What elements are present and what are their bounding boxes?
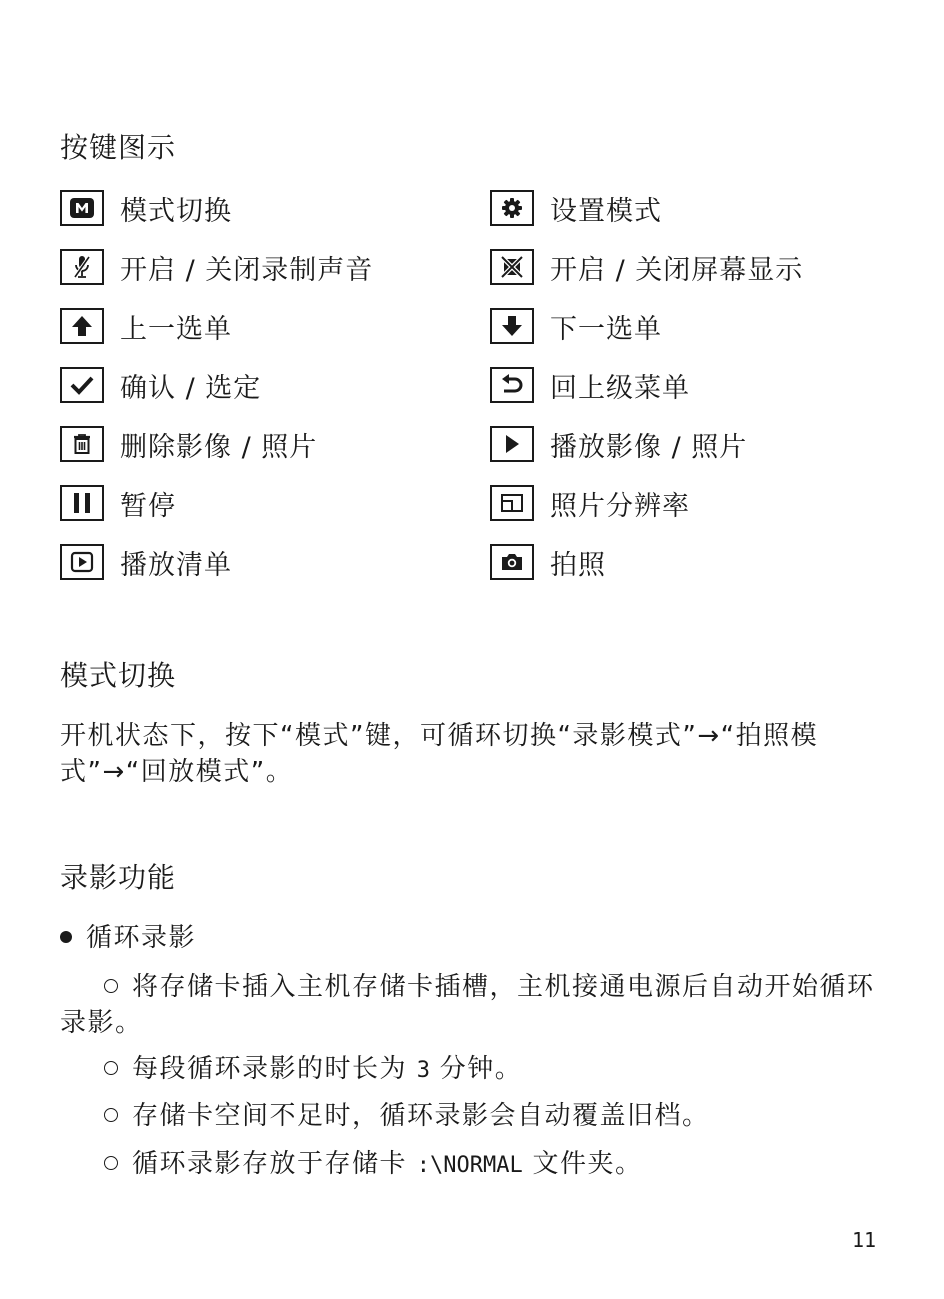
key-label: 开启 / 关闭录制声音 bbox=[120, 254, 374, 286]
trash-icon bbox=[60, 426, 104, 462]
key-item bbox=[60, 306, 232, 346]
key-item bbox=[490, 188, 662, 228]
sub-item-length bbox=[60, 1051, 890, 1089]
key-item bbox=[490, 365, 690, 405]
key-item bbox=[490, 247, 803, 287]
key-row bbox=[60, 188, 900, 228]
key-label: 拍照 bbox=[550, 549, 606, 581]
recording-heading: 录影功能 bbox=[60, 861, 177, 894]
arrow-up-icon bbox=[60, 308, 104, 344]
mode-switch-heading: 模式切换 bbox=[60, 659, 177, 692]
key-label: 确认 / 选定 bbox=[120, 372, 262, 404]
key-row bbox=[60, 247, 900, 287]
key-item bbox=[490, 424, 747, 464]
key-label: 播放清单 bbox=[120, 549, 232, 581]
key-label: 设置模式 bbox=[550, 195, 662, 227]
mode-switch-body: 开机状态下，按下“模式”键，可循环切换“录影模式”→“拍照模式”→“回放模式”。 bbox=[60, 721, 819, 787]
sub-bullet-circle bbox=[104, 1156, 118, 1170]
key-label: 删除影像 / 照片 bbox=[120, 431, 318, 463]
pause-icon bbox=[60, 485, 104, 521]
key-label: 下一选单 bbox=[550, 313, 662, 345]
sub-item-text: 将存储卡插入主机存储卡插槽，主机接通电源后自动开始循环录影。 bbox=[60, 972, 875, 1038]
sub-item-text: 存储卡空间不足时，循环录影会自动覆盖旧档。 bbox=[132, 1101, 710, 1131]
key-row bbox=[60, 365, 900, 405]
resolution-icon bbox=[490, 485, 534, 521]
sub-item-number: 3 bbox=[416, 1058, 431, 1083]
page-number: 11 bbox=[852, 1228, 877, 1252]
key-label: 播放影像 / 照片 bbox=[550, 431, 748, 463]
key-label: 暂停 bbox=[120, 490, 176, 522]
sub-bullet-circle bbox=[104, 1108, 118, 1122]
key-label: 回上级菜单 bbox=[550, 372, 690, 404]
check-icon bbox=[60, 367, 104, 403]
sub-item-text: 分钟。 bbox=[430, 1054, 523, 1084]
screen-off-icon bbox=[490, 249, 534, 285]
sub-bullet-circle bbox=[104, 979, 118, 993]
key-item bbox=[490, 483, 690, 523]
key-item bbox=[60, 542, 232, 582]
key-row bbox=[60, 424, 900, 464]
key-item bbox=[60, 188, 232, 228]
key-item bbox=[60, 365, 261, 405]
bullet-loop-recording bbox=[60, 921, 196, 955]
key-icons-heading: 按键图示 bbox=[60, 131, 177, 164]
sub-item-text: 文件夹。 bbox=[522, 1149, 643, 1179]
key-item bbox=[60, 247, 373, 287]
key-row bbox=[60, 306, 900, 346]
gear-icon bbox=[490, 190, 534, 226]
key-item bbox=[60, 483, 176, 523]
sub-item-text: 每段循环录影的时长为 bbox=[132, 1054, 417, 1084]
sub-bullet-circle bbox=[104, 1061, 118, 1075]
bullet-label: 循环录影 bbox=[86, 923, 197, 953]
camera-icon bbox=[490, 544, 534, 580]
folder-path: :\NORMAL bbox=[416, 1153, 523, 1178]
key-row bbox=[60, 542, 900, 582]
sub-item-text: 循环录影存放于存储卡 bbox=[132, 1149, 417, 1179]
sub-item-path bbox=[60, 1146, 890, 1184]
sub-item-overwrite bbox=[60, 1098, 890, 1134]
key-label: 开启 / 关闭屏幕显示 bbox=[550, 254, 804, 286]
key-item bbox=[490, 306, 662, 346]
arrow-down-icon bbox=[490, 308, 534, 344]
sub-item-insert bbox=[60, 969, 890, 1041]
key-label: 照片分辨率 bbox=[550, 490, 690, 522]
mode-m-icon bbox=[60, 190, 104, 226]
key-row bbox=[60, 483, 900, 523]
mic-mute-icon bbox=[60, 249, 104, 285]
bullet-dot bbox=[60, 931, 72, 943]
play-icon bbox=[490, 426, 534, 462]
playlist-icon bbox=[60, 544, 104, 580]
key-label: 模式切换 bbox=[120, 195, 232, 227]
key-item bbox=[490, 542, 606, 582]
back-icon bbox=[490, 367, 534, 403]
key-item bbox=[60, 424, 317, 464]
key-label: 上一选单 bbox=[120, 313, 232, 345]
